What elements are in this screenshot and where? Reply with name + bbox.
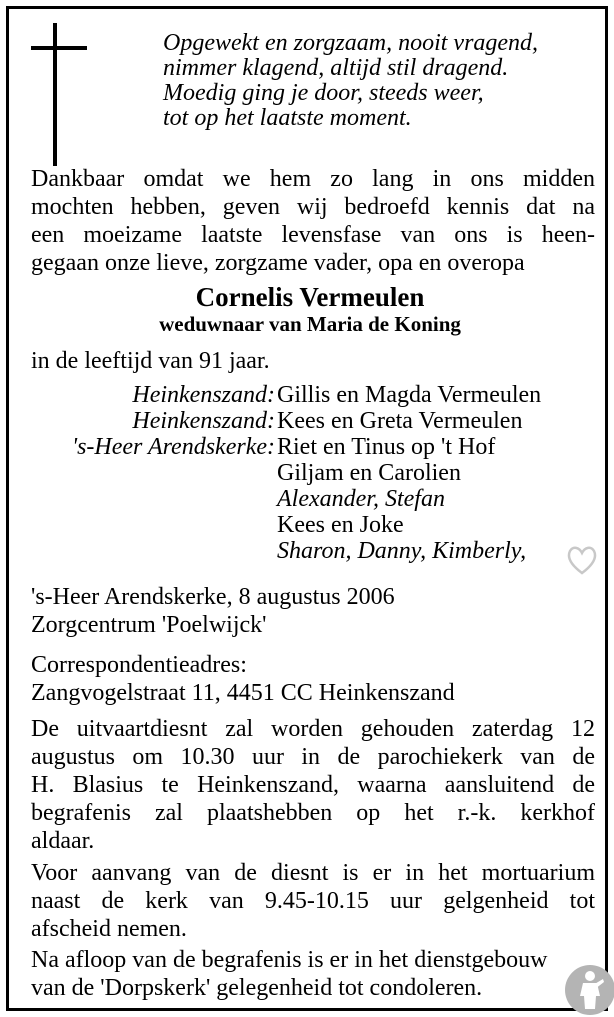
relative-row	[31, 408, 611, 434]
funeral-line: augustus om 10.30 uur in de parochiekerk van de	[31, 744, 595, 770]
condolences-line: Na afloop van de begrafenis is er in het dienstgebouw	[31, 947, 548, 973]
funeral-paragraph	[31, 715, 595, 855]
relative-names: Giljam en Carolien	[277, 460, 461, 486]
poem	[163, 31, 603, 131]
relative-row	[31, 538, 611, 564]
place-date-line: Zorgcentrum 'Poelwijck'	[31, 612, 267, 638]
intro-line: een moeizame laatste levensfase van ons is heen-	[31, 222, 595, 248]
poem-line: tot op het laatste moment.	[163, 105, 412, 131]
poem-line: Opgewekt en zorgzaam, nooit vragend,	[163, 30, 539, 56]
intro-line: Dankbaar omdat we hem zo lang in ons midden	[31, 166, 595, 192]
relative-place	[31, 512, 275, 538]
farewell-line: afscheid nemen.	[31, 916, 187, 942]
age-line: in de leeftijd van 91 jaar.	[31, 348, 270, 374]
correspondence	[31, 651, 595, 707]
relative-row	[31, 460, 611, 486]
obituary-card	[6, 6, 608, 1011]
condolences-paragraph	[31, 946, 595, 1002]
relative-names: Sharon, Danny, Kimberly,	[277, 538, 527, 564]
correspondence-line: Zangvogelstraat 11, 4451 CC Heinkenszand	[31, 680, 455, 706]
cross-icon-bar	[31, 46, 87, 50]
condolences-line: van de 'Dorpskerk' gelegenheid tot condoleren.	[31, 975, 483, 1001]
relative-place	[31, 486, 275, 512]
poem-line: nimmer klagend, altijd stil dragend.	[163, 55, 509, 81]
funeral-line: begrafenis zal plaatshebben op het r.-k. kerkhof	[31, 800, 595, 826]
relative-row	[31, 382, 611, 408]
farewell-line: naast de kerk van 9.45-10.15 uur gelgenheid tot	[31, 888, 595, 914]
relative-place: 's-Heer Arendskerke:	[71, 434, 275, 460]
funeral-line: aldaar.	[31, 828, 95, 854]
relative-place: Heinkenszand:	[132, 382, 275, 408]
intro-paragraph	[31, 165, 595, 277]
relative-place	[31, 460, 275, 486]
relative-row	[31, 434, 611, 460]
intro-line: mochten hebben, geven wij bedroefd kennis dat na	[31, 194, 595, 220]
farewell-paragraph	[31, 859, 595, 943]
funeral-line: De uitvaartdiesnt zal worden gehouden zaterdag 12	[31, 716, 595, 742]
relative-row	[31, 512, 611, 538]
relatives-list	[31, 382, 611, 564]
intro-line: gegaan onze lieve, zorgzame vader, opa en overopa	[31, 250, 525, 276]
farewell-line: Voor aanvang van de diesnt is er in het mortuarium	[31, 860, 595, 886]
relative-names: Alexander, Stefan	[277, 486, 445, 512]
relative-names: Kees en Greta Vermeulen	[277, 408, 523, 434]
heart-icon	[565, 543, 599, 577]
cross-icon	[53, 23, 57, 166]
relative-row	[31, 486, 611, 512]
mourning-figure-icon	[563, 963, 614, 1017]
place-date	[31, 583, 595, 639]
relative-place: Heinkenszand:	[132, 408, 275, 434]
poem-line: Moedig ging je door, steeds weer,	[163, 80, 484, 106]
relative-names: Gillis en Magda Vermeulen	[277, 382, 542, 408]
relative-place	[31, 538, 275, 564]
relative-names: Kees en Joke	[277, 512, 404, 538]
funeral-line: H. Blasius te Heinkenszand, waarna aansluitend de	[31, 772, 595, 798]
place-date-line: 's-Heer Arendskerke, 8 augustus 2006	[31, 584, 395, 610]
deceased-name: Cornelis Vermeulen	[195, 282, 425, 312]
relative-names: Riet en Tinus op 't Hof	[277, 434, 496, 460]
correspondence-line: Correspondentieadres:	[31, 652, 247, 678]
deceased-subtitle: weduwnaar van Maria de Koning	[159, 312, 461, 336]
